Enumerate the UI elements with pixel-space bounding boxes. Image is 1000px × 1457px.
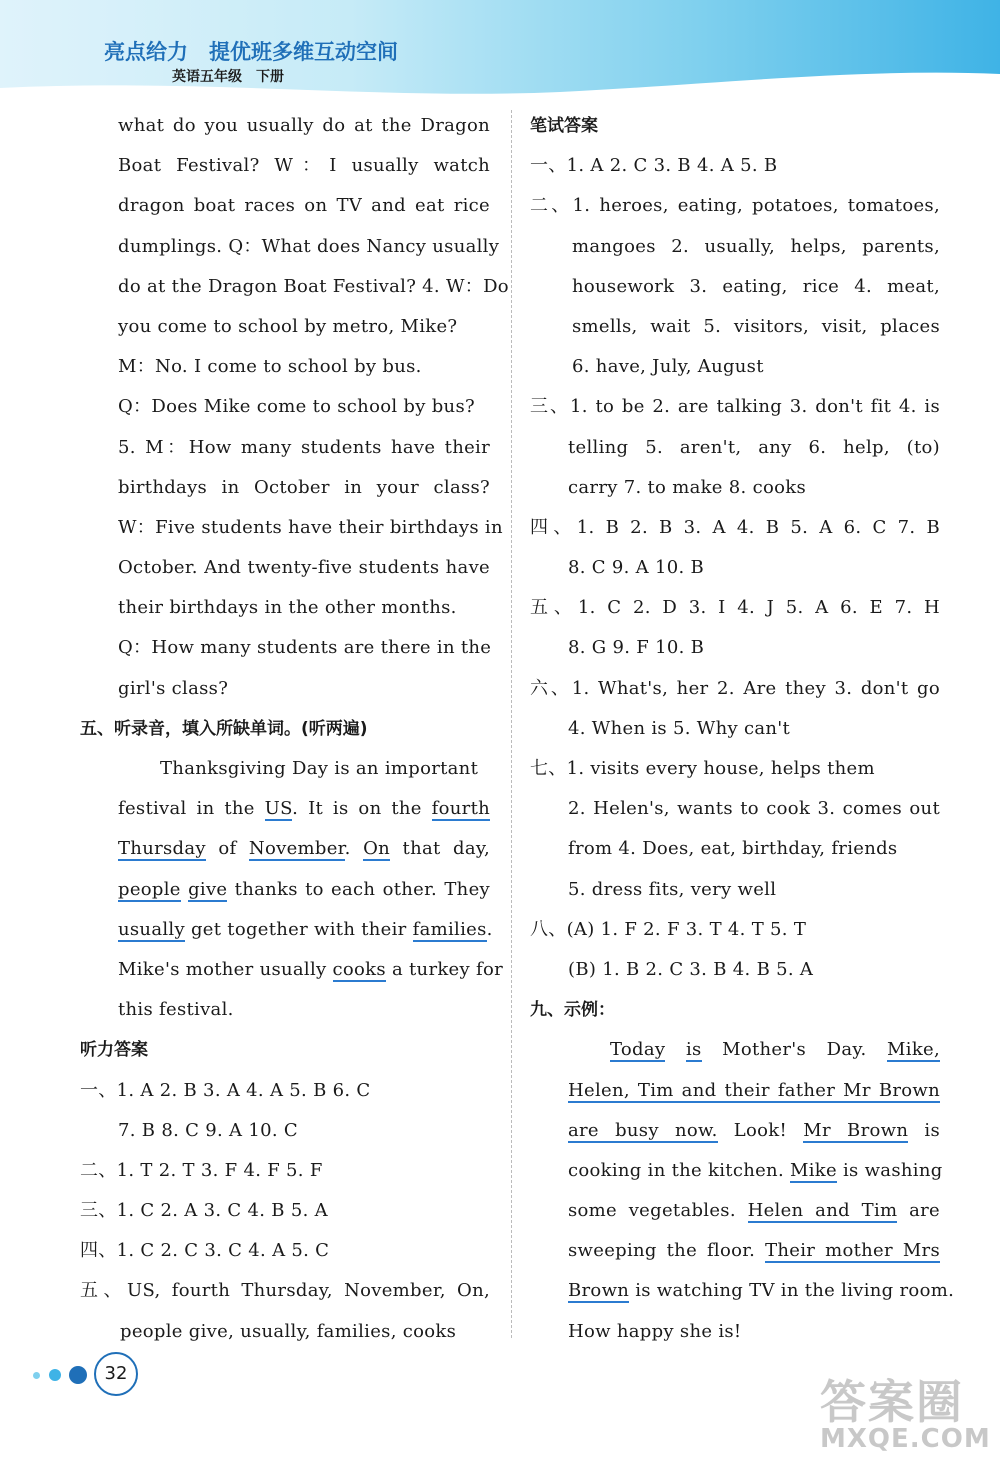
answer-line: 八、(A) 1. F 2. F 3. T 4. T 5. T [530, 918, 807, 940]
page-header [0, 0, 1000, 100]
answer-blank: Thursday [118, 838, 206, 860]
essay-text: are [897, 1200, 940, 1222]
dot-medium [49, 1369, 61, 1381]
essay-line: How happy she is! [568, 1320, 742, 1342]
passage-line [80, 950, 503, 990]
essay-text [665, 1039, 686, 1060]
text-line: Boat Festival? W：I usually watch [118, 155, 490, 177]
answer-line: from 4. Does, eat, birthday, friends [568, 838, 898, 860]
watermark-logo [818, 1366, 998, 1456]
essay-text: Mother's Day. [701, 1039, 888, 1061]
answer-blank: give [188, 878, 228, 900]
answer-blank: usually [118, 918, 185, 940]
header-wave [0, 60, 1000, 100]
passage-text: a turkey for [385, 958, 503, 980]
dot-small [33, 1372, 40, 1379]
passage-line [80, 910, 493, 950]
answer-blank: US [264, 798, 293, 820]
text-line: Q：How many students are there in the [118, 637, 492, 659]
text-line: 5. M：How many students have their [118, 436, 490, 458]
header-subtitle: 英语五年级 下册 [172, 69, 284, 85]
text-line: dragon boat races on TV and eat rice [118, 195, 490, 217]
answer-line: 8. C 9. A 10. B [568, 557, 705, 579]
text-line: October. And twenty-five students have [118, 557, 490, 579]
answer-line: 6. have, July, August [572, 356, 764, 378]
text-line: girl's class? [118, 677, 229, 699]
essay-underline: Helen, Tim and their father Mr Brown [568, 1079, 940, 1101]
essay-underline: is [685, 1039, 702, 1061]
passage-text: . [344, 838, 364, 860]
answer-line: carry 7. to make 8. cooks [568, 476, 806, 498]
answer-line: housework 3. eating, rice 4. meat, [572, 275, 940, 297]
passage-line [80, 789, 490, 829]
answer-line: (B) 1. B 2. C 3. B 4. B 5. A [568, 958, 814, 980]
essay-line [530, 1071, 940, 1111]
answer-blank: fourth [431, 798, 490, 820]
passage-text: Mike's mother usually [118, 958, 333, 980]
essay-underline: Mike, [887, 1039, 940, 1061]
essay-line [530, 1271, 955, 1311]
text-line: what do you usually do at the Dragon [118, 115, 490, 136]
answer-line: 五、1. C 2. D 3. I 4. J 5. A 6. E 7. H [530, 597, 940, 619]
essay-text: is washing [836, 1159, 943, 1181]
passage-line [80, 870, 490, 910]
essay-line [530, 1151, 943, 1191]
text-line: dumplings. Q：What does Nancy usually [118, 235, 500, 257]
answer-blank: people [118, 878, 181, 900]
essay-text: cooking in the kitchen. [568, 1159, 790, 1181]
answer-line: 7. B 8. C 9. A 10. C [118, 1119, 298, 1141]
answer-line: mangoes 2. usually, helps, parents, [572, 235, 940, 257]
essay-text: is [908, 1119, 941, 1141]
answer-blank: families [412, 918, 487, 940]
answer-line: 三、1. C 2. A 3. C 4. B 5. A [80, 1200, 328, 1222]
essay-underline: Brown [568, 1280, 630, 1302]
answer-line: 四、1. C 2. C 3. C 4. A 5. C [80, 1240, 330, 1262]
text-line: M：No. I come to school by bus. [118, 356, 422, 378]
passage-text: . It is on the [292, 798, 432, 820]
essay-line [530, 1111, 940, 1151]
answer-line: 四、1. B 2. B 3. A 4. B 5. A 6. C 7. B [530, 516, 940, 538]
passage-line: Thanksgiving Day is an important [160, 758, 479, 779]
passage-text [181, 879, 188, 900]
answer-line: telling 5. aren't, any 6. help, (to) [568, 436, 940, 458]
answer-line: 5. dress fits, very well [568, 878, 777, 900]
text-line: W：Five students have their birthdays in [118, 516, 503, 538]
right-column [530, 106, 955, 1352]
passage-text: thanks to each other. They [227, 878, 490, 900]
passage-text: festival in the [118, 798, 265, 820]
essay-underline: Their mother Mrs [765, 1240, 940, 1262]
essay-text: is watching TV in the living room. [629, 1280, 955, 1302]
answer-line: people give, usually, families, cooks [120, 1320, 457, 1342]
answer-line: 六、1. What's, her 2. Are they 3. don't go [530, 677, 940, 699]
essay-underline: Today [610, 1039, 666, 1061]
answer-line: 二、1. heroes, eating, potatoes, tomatoes, [530, 195, 940, 217]
essay-underline: Helen and Tim [747, 1200, 898, 1222]
text-line: you come to school by metro, Mike? [118, 315, 458, 337]
answer-line: 五、US, fourth Thursday, November, On, [80, 1280, 490, 1302]
answer-blank: cooks [332, 958, 386, 980]
text-line: do at the Dragon Boat Festival? 4. W：Do [118, 275, 509, 297]
watermark-text-en: MXQE.COM [820, 1424, 991, 1454]
header-title: 亮点给力 提优班多维互动空间 [104, 40, 398, 64]
page-number: 32 [94, 1352, 138, 1396]
passage-text: of [205, 838, 249, 860]
answer-blank: On [363, 838, 391, 860]
essay-text: sweeping the floor. [568, 1240, 766, 1262]
essay-underline: Mr Brown [803, 1119, 909, 1141]
passage-line: this festival. [118, 999, 234, 1021]
answer-line: 8. G 9. F 10. B [568, 637, 705, 659]
listening-answers-heading: 听力答案 [80, 1040, 148, 1061]
answer-line: 二、1. T 2. T 3. F 4. F 5. F [80, 1159, 323, 1181]
passage-text: that day, [390, 838, 490, 860]
answer-line: 一、1. A 2. B 3. A 4. A 5. B 6. C [80, 1079, 371, 1101]
dot-large [69, 1366, 87, 1384]
answer-line: 三、1. to be 2. are talking 3. don't fit 4. is [530, 396, 940, 418]
passage-line [80, 829, 490, 869]
essay-text: Look! [717, 1119, 804, 1141]
passage-text: . [486, 918, 493, 940]
answer-line: 七、1. visits every house, helps them [530, 758, 875, 779]
essay-underline: Mike [790, 1159, 837, 1181]
text-line: birthdays in October in your class? [118, 476, 490, 498]
text-line: Q：Does Mike come to school by bus? [118, 396, 475, 418]
answer-line: 4. When is 5. Why can't [568, 717, 791, 739]
watermark-text-cn: 答案圈 [820, 1375, 964, 1429]
passage-text: get together with their [184, 918, 413, 940]
essay-text: some vegetables. [568, 1200, 748, 1222]
column-divider [511, 110, 512, 1338]
text-line: their birthdays in the other months. [118, 597, 457, 619]
essay-line [530, 1030, 940, 1070]
written-answers-heading: 笔试答案 [530, 116, 598, 136]
essay-underline: are busy now. [568, 1119, 718, 1141]
section-heading: 九、示例： [530, 1000, 615, 1021]
answer-blank: November [248, 838, 345, 860]
section-heading: 五、听录音，填入所缺单词。(听两遍) [80, 718, 368, 739]
answer-line: 一、1. A 2. C 3. B 4. A 5. B [530, 155, 778, 177]
answer-line: smells, wait 5. visitors, visit, places [572, 315, 940, 337]
answer-line: 2. Helen's, wants to cook 3. comes out [568, 798, 940, 820]
essay-line [530, 1231, 940, 1271]
left-column [80, 106, 509, 1352]
essay-line [530, 1191, 940, 1231]
